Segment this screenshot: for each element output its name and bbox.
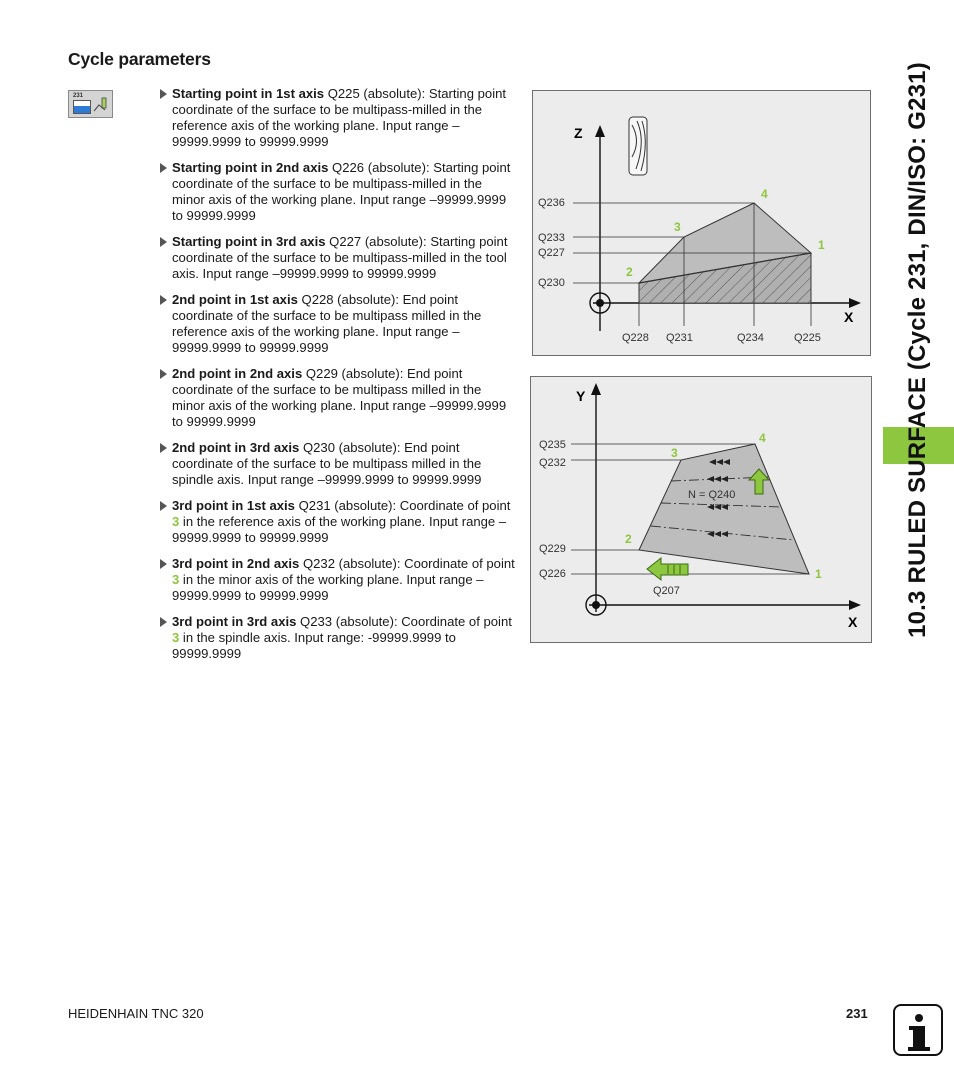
point-number: 3 [172, 572, 180, 587]
cycle-icon-graphic [73, 100, 91, 114]
point-number: 3 [172, 514, 180, 529]
chapter-side-title: 10.3 RULED SURFACE (Cycle 231, DIN/ISO: G231) [904, 62, 931, 638]
parameter-description-cont: in the spindle axis. Input range: -99999.9999 to 99999.9999 [172, 630, 456, 661]
point-4-label: 4 [761, 187, 768, 201]
bullet-arrow-icon [160, 295, 167, 305]
parameter-description: Q230 (absolute): End point coordinate of the surface to be multipass milled in the spindle axis. Input range –99999.9999 to 99999.9999 [172, 440, 482, 487]
bullet-arrow-icon [160, 369, 167, 379]
info-icon [893, 1004, 943, 1056]
x-axis-label: X [848, 614, 858, 630]
label-q229: Q229 [539, 543, 566, 555]
milling-tool-icon [629, 117, 647, 175]
tool-icon [93, 97, 109, 113]
label-q236: Q236 [538, 197, 565, 209]
y-axis-label: Y [576, 388, 586, 404]
parameter-name: Starting point in 2nd axis [172, 160, 329, 175]
parameter-name: 2nd point in 3rd axis [172, 440, 300, 455]
bullet-arrow-icon [160, 237, 167, 247]
label-q228: Q228 [622, 332, 649, 344]
feed-arrow-icon [647, 558, 688, 580]
point-1-label: 1 [818, 238, 825, 252]
parameter-item [159, 498, 515, 546]
label-q232: Q232 [539, 457, 566, 469]
point-2-label: 2 [625, 532, 632, 546]
bullet-arrow-icon [160, 89, 167, 99]
label-q234: Q234 [737, 332, 764, 344]
parameter-item [159, 556, 515, 604]
parameter-name: Starting point in 1st axis [172, 86, 325, 101]
parameter-description: Q227 (absolute): Starting point coordinate of the surface to be multipass-milled in the tool axis. Input range –99999.9999 to 99999.9999 [172, 234, 508, 281]
stepover-label: N = Q240 [688, 489, 736, 501]
feed-label: Q207 [653, 585, 680, 597]
parameter-item [159, 292, 515, 356]
xz-ruled-surface-diagram [532, 90, 871, 356]
parameter-name: Starting point in 3rd axis [172, 234, 326, 249]
parameter-item [159, 86, 515, 150]
parameter-description: Q229 (absolute): End point coordinate of the surface to be multipass milled in the minor axis of the working plane. Input range –99999.9999 to 99999.9999 [172, 366, 507, 429]
label-q226: Q226 [539, 568, 566, 580]
parameter-list [159, 86, 515, 672]
parameter-item [159, 440, 515, 488]
bullet-arrow-icon [160, 501, 167, 511]
bullet-arrow-icon [160, 443, 167, 453]
bullet-arrow-icon [160, 559, 167, 569]
bullet-arrow-icon [160, 617, 167, 627]
parameter-name: 2nd point in 1st axis [172, 292, 298, 307]
x-axis-label: X [844, 309, 854, 325]
page-number: 231 [846, 1006, 868, 1021]
label-q225: Q225 [794, 332, 821, 344]
point-3-label: 3 [674, 220, 681, 234]
point-1-label: 1 [815, 567, 822, 581]
parameter-description: Q231 (absolute): Coordinate of point [294, 498, 511, 513]
label-q230: Q230 [538, 277, 565, 289]
section-heading: Cycle parameters [68, 49, 211, 69]
parameter-item [159, 234, 515, 282]
parameter-description: Q228 (absolute): End point coordinate of the surface to be multipass milled in the reference axis of the working plane. Input range –99999.9999 to 99999.9999 [172, 292, 482, 355]
parameter-description-cont: in the reference axis of the working plane. Input range –99999.9999 to 99999.9999 [172, 514, 507, 545]
parameter-description: Q233 (absolute): Coordinate of point [296, 614, 512, 629]
label-q233: Q233 [538, 232, 565, 244]
parameter-description: Q226 (absolute): Starting point coordinate of the surface to be multipass-milled in the minor axis of the working plane. Input range –99999.9999 to 99999.9999 [172, 160, 511, 223]
point-2-label: 2 [626, 265, 633, 279]
parameter-description-cont: in the minor axis of the working plane. Input range –99999.9999 to 99999.9999 [172, 572, 484, 603]
point-3-label: 3 [671, 446, 678, 460]
point-4-label: 4 [759, 431, 766, 445]
parameter-name: 3rd point in 1st axis [172, 498, 295, 513]
label-q227: Q227 [538, 247, 565, 259]
parameter-item [159, 366, 515, 430]
parameter-name: 3rd point in 2nd axis [172, 556, 300, 571]
footer-product-name: HEIDENHAIN TNC 320 [68, 1006, 204, 1021]
parameter-item [159, 160, 515, 224]
parameter-item [159, 614, 515, 662]
ruled-surface-cycle-icon [68, 90, 113, 118]
label-q231: Q231 [666, 332, 693, 344]
parameter-description: Q232 (absolute): Coordinate of point [299, 556, 515, 571]
z-axis-label: Z [574, 125, 583, 141]
parameter-name: 2nd point in 2nd axis [172, 366, 303, 381]
point-number: 3 [172, 630, 180, 645]
bullet-arrow-icon [160, 163, 167, 173]
label-q235: Q235 [539, 439, 566, 451]
xy-ruled-surface-diagram [530, 376, 872, 643]
cycle-number: 231 [73, 93, 84, 99]
parameter-name: 3rd point in 3rd axis [172, 614, 297, 629]
ruled-surface [639, 444, 809, 574]
parameter-description: Q225 (absolute): Starting point coordinate of the surface to be multipass-milled in the reference axis of the working plane. Input range –99999.9999 to 99999.9999 [172, 86, 507, 149]
